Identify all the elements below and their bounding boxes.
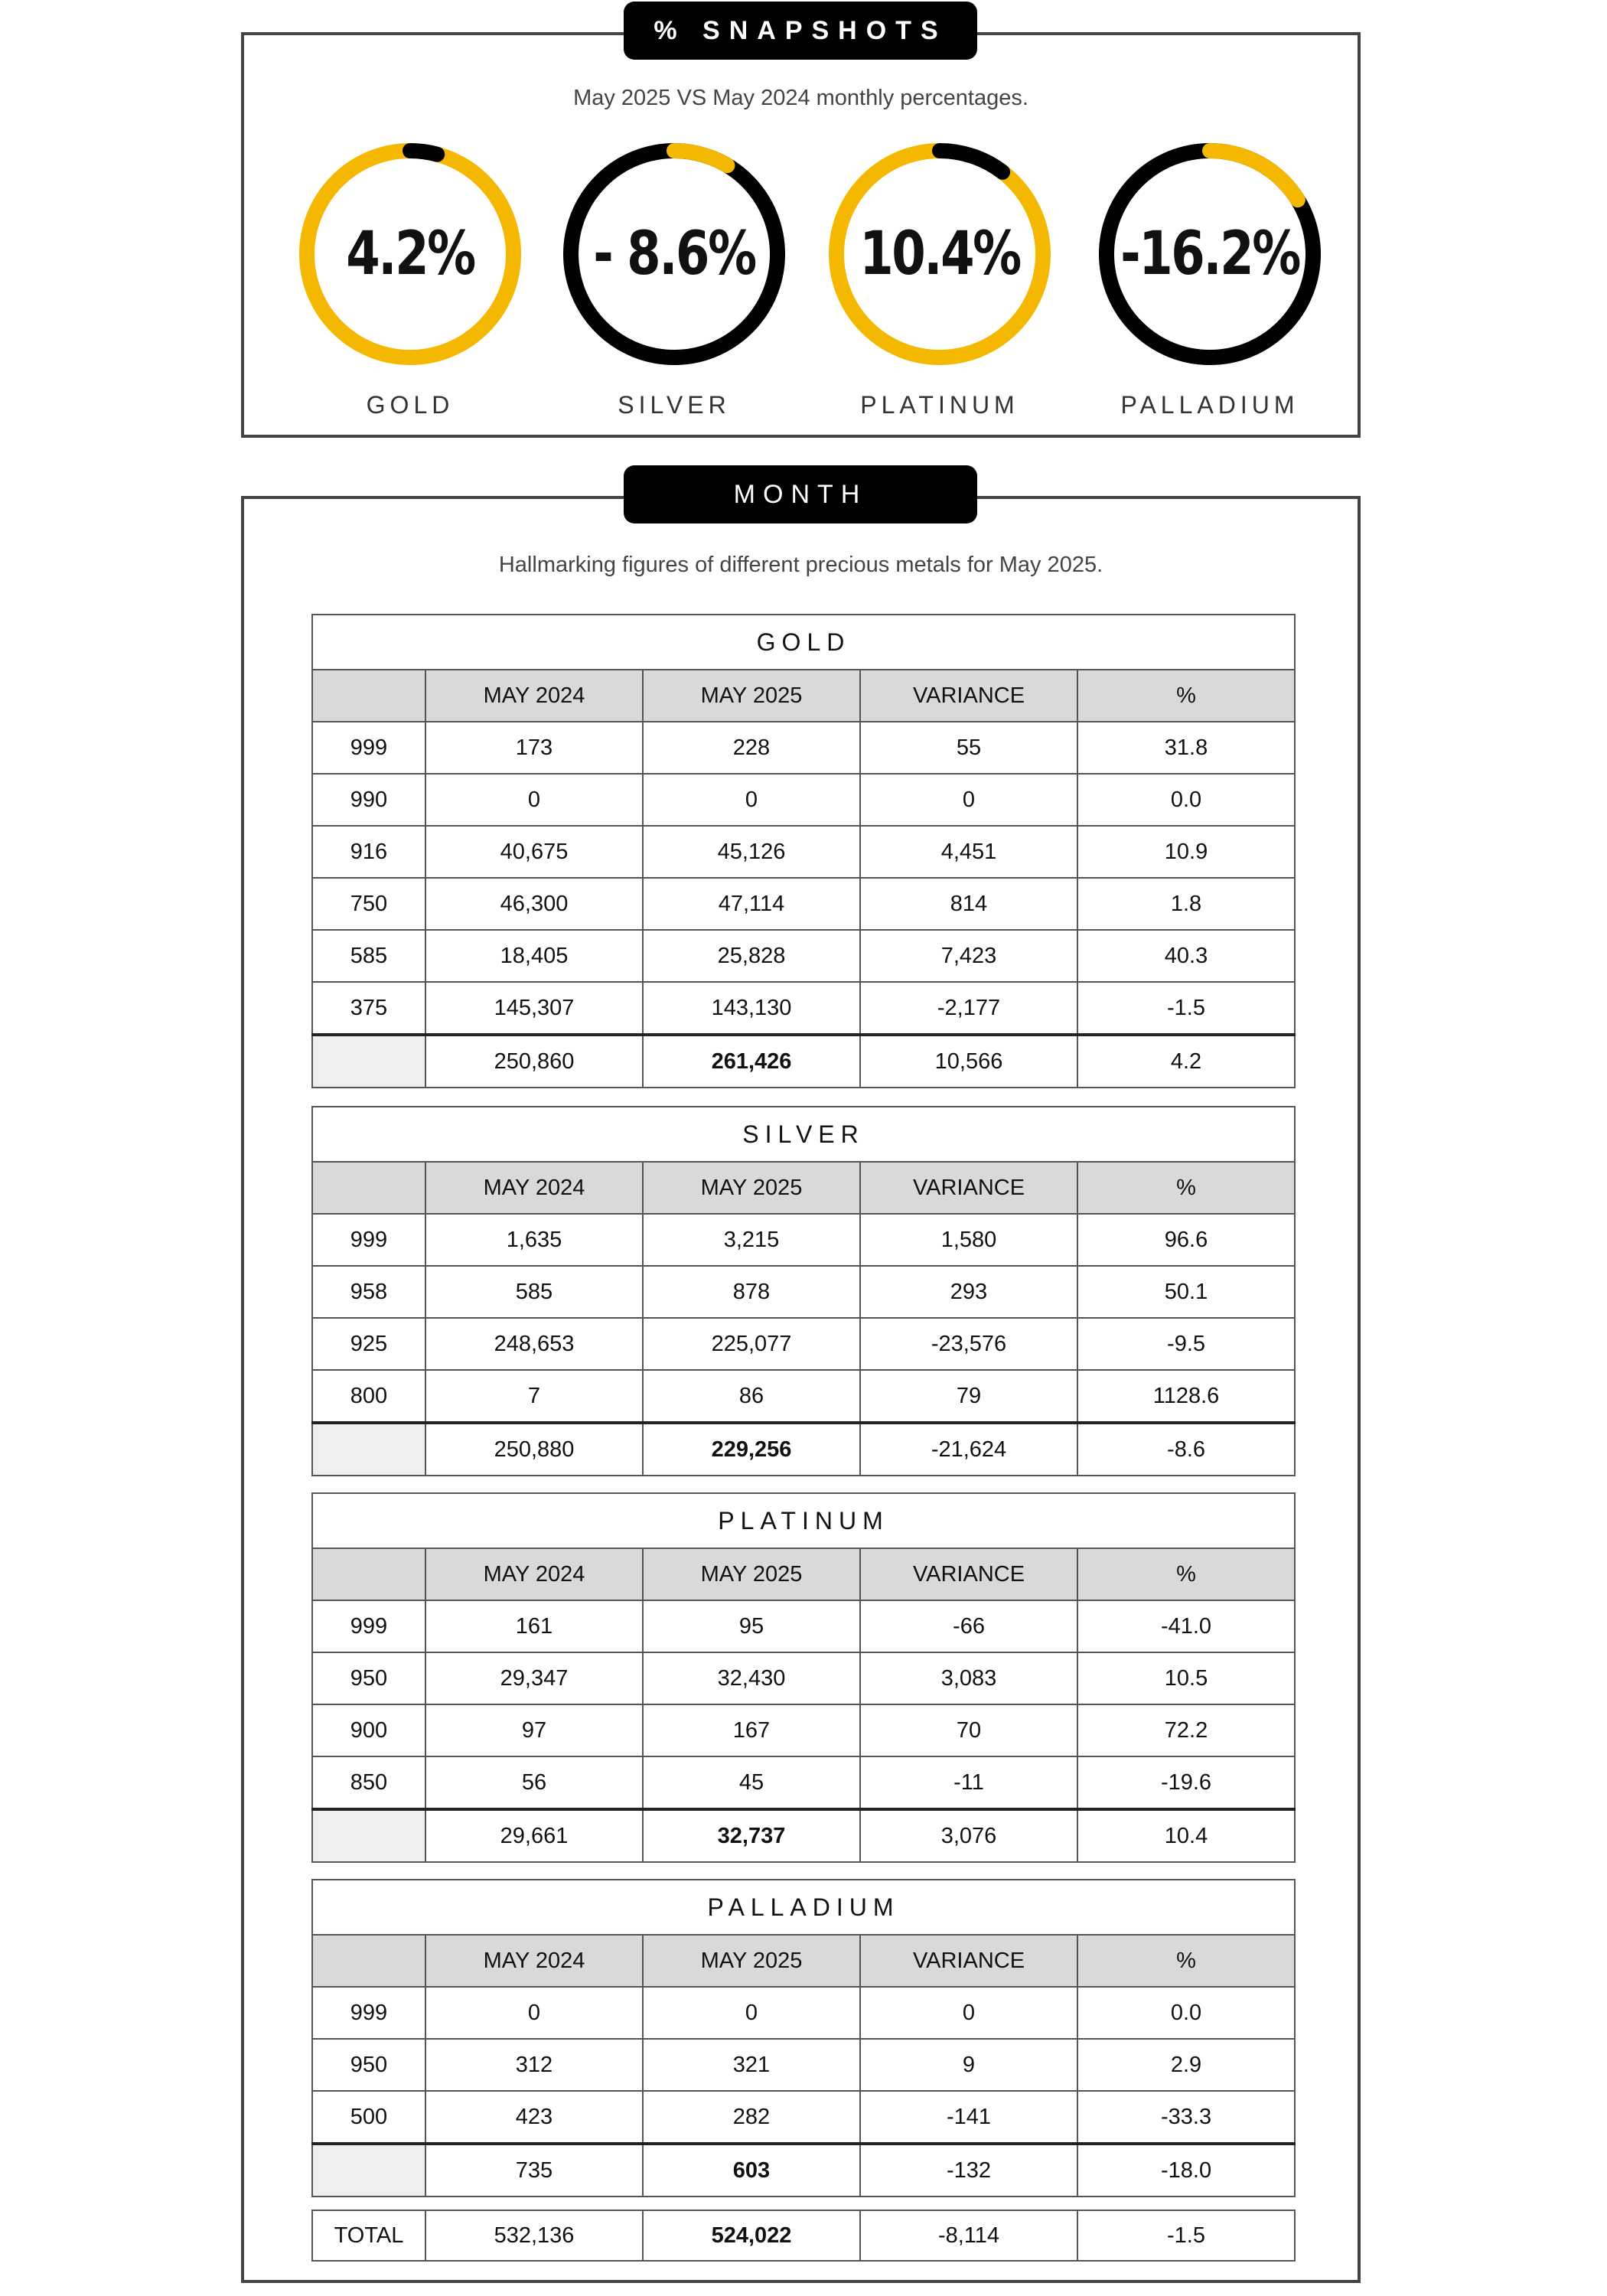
grade-cell: 900 [312, 1704, 425, 1756]
percent-total: -8.6 [1077, 1423, 1295, 1476]
col-header-percent: % [1077, 1548, 1295, 1600]
percent-cell: -41.0 [1077, 1600, 1295, 1652]
may-2024-cell: 248,653 [425, 1318, 643, 1370]
percent-cell: -19.6 [1077, 1756, 1295, 1809]
variance-cell: -23,576 [860, 1318, 1077, 1370]
grade-cell: 925 [312, 1318, 425, 1370]
may-2025-cell: 321 [643, 2039, 860, 2091]
percent-cell: 10.5 [1077, 1652, 1295, 1704]
percent-total: 4.2 [1077, 1035, 1295, 1088]
grand-total-label: TOTAL [312, 2210, 425, 2261]
subtotal-row [312, 1423, 1295, 1476]
may-2025-cell: 878 [643, 1266, 860, 1318]
gold-table-title: GOLD [312, 615, 1295, 670]
header-blank [312, 1162, 425, 1214]
may-2024-cell: 29,347 [425, 1652, 643, 1704]
percent-cell: 1.8 [1077, 878, 1295, 930]
silver-table-title: SILVER [312, 1107, 1295, 1162]
table-row [312, 930, 1295, 982]
may-2025-cell: 45,126 [643, 826, 860, 878]
variance-cell: 9 [860, 2039, 1077, 2091]
percent-cell: -1.5 [1077, 982, 1295, 1035]
variance-cell: 0 [860, 774, 1077, 826]
col-header-variance: VARIANCE [860, 1548, 1077, 1600]
may-2024-cell: 1,635 [425, 1214, 643, 1266]
percent-cell: 50.1 [1077, 1266, 1295, 1318]
table-row [312, 1987, 1295, 2039]
palladium-ring-label: PALLADIUM [1120, 391, 1299, 419]
may-2024-cell: 97 [425, 1704, 643, 1756]
variance-total: -21,624 [860, 1423, 1077, 1476]
grand-total-may-2024: 532,136 [425, 2210, 643, 2261]
grade-cell: 958 [312, 1266, 425, 1318]
silver-ring-label: SILVER [618, 391, 731, 419]
col-header-may-2024: MAY 2024 [425, 670, 643, 722]
variance-cell: 1,580 [860, 1214, 1077, 1266]
grand-total-percent: -1.5 [1077, 2210, 1295, 2261]
percent-cell: 0.0 [1077, 1987, 1295, 2039]
platinum-table-title: PLATINUM [312, 1493, 1295, 1548]
grade-cell: 750 [312, 878, 425, 930]
percent-total: -18.0 [1077, 2144, 1295, 2197]
subtotal-row [312, 2144, 1295, 2197]
table-row [312, 1600, 1295, 1652]
percent-total: 10.4 [1077, 1809, 1295, 1862]
gold-percent-value: 4.2% [346, 220, 474, 289]
platinum-percent-value: 10.4% [859, 220, 1020, 289]
may-2025-cell: 167 [643, 1704, 860, 1756]
may-2024-cell: 18,405 [425, 930, 643, 982]
may-2024-cell: 0 [425, 1987, 643, 2039]
may-2025-cell: 86 [643, 1370, 860, 1423]
may-2025-cell: 25,828 [643, 930, 860, 982]
table-row [312, 1704, 1295, 1756]
grade-cell: 850 [312, 1756, 425, 1809]
table-row [312, 722, 1295, 774]
snapshots-subtitle: May 2025 VS May 2024 monthly percentages. [573, 86, 1028, 110]
may-2024-cell: 161 [425, 1600, 643, 1652]
table-row [312, 826, 1295, 878]
variance-cell: 7,423 [860, 930, 1077, 982]
may-2025-cell: 3,215 [643, 1214, 860, 1266]
col-header-variance: VARIANCE [860, 670, 1077, 722]
may-2024-cell: 585 [425, 1266, 643, 1318]
header-blank [312, 1935, 425, 1987]
table-row [312, 1266, 1295, 1318]
subtotal-blank [312, 2144, 425, 2197]
may-2025-total: 603 [643, 2144, 860, 2197]
percent-cell: 31.8 [1077, 722, 1295, 774]
variance-total: 3,076 [860, 1809, 1077, 1862]
may-2025-cell: 282 [643, 2091, 860, 2144]
table-row [312, 1652, 1295, 1704]
table-row [312, 1370, 1295, 1423]
snapshots-tab: % SNAPSHOTS [624, 2, 977, 60]
percent-cell: 40.3 [1077, 930, 1295, 982]
may-2024-total: 735 [425, 2144, 643, 2197]
may-2024-cell: 46,300 [425, 878, 643, 930]
table-row [312, 2091, 1295, 2144]
table-row [312, 982, 1295, 1035]
col-header-percent: % [1077, 1162, 1295, 1214]
table-row [312, 1756, 1295, 1809]
table-row [312, 1214, 1295, 1266]
table-row [312, 878, 1295, 930]
month-tab: MONTH [624, 465, 977, 523]
grade-cell: 950 [312, 2039, 425, 2091]
grade-cell: 950 [312, 1652, 425, 1704]
may-2025-cell: 0 [643, 774, 860, 826]
platinum-table [311, 1492, 1296, 1863]
percent-cell: 0.0 [1077, 774, 1295, 826]
percent-cell: -9.5 [1077, 1318, 1295, 1370]
may-2025-cell: 32,430 [643, 1652, 860, 1704]
may-2025-cell: 47,114 [643, 878, 860, 930]
may-2024-cell: 40,675 [425, 826, 643, 878]
col-header-may-2024: MAY 2024 [425, 1935, 643, 1987]
col-header-may-2025: MAY 2025 [643, 670, 860, 722]
col-header-may-2024: MAY 2024 [425, 1162, 643, 1214]
may-2025-cell: 225,077 [643, 1318, 860, 1370]
platinum-percent-ring [825, 139, 1054, 369]
variance-cell: 3,083 [860, 1652, 1077, 1704]
header-blank [312, 670, 425, 722]
grade-cell: 585 [312, 930, 425, 982]
may-2025-cell: 228 [643, 722, 860, 774]
variance-cell: 0 [860, 1987, 1077, 2039]
grade-cell: 375 [312, 982, 425, 1035]
col-header-may-2024: MAY 2024 [425, 1548, 643, 1600]
platinum-ring-label: PLATINUM [860, 391, 1019, 419]
grand-total-variance: -8,114 [860, 2210, 1077, 2261]
col-header-may-2025: MAY 2025 [643, 1548, 860, 1600]
may-2025-cell: 143,130 [643, 982, 860, 1035]
variance-cell: 55 [860, 722, 1077, 774]
header-blank [312, 1548, 425, 1600]
subtotal-blank [312, 1035, 425, 1088]
variance-cell: 293 [860, 1266, 1077, 1318]
percent-cell: 1128.6 [1077, 1370, 1295, 1423]
col-header-may-2025: MAY 2025 [643, 1162, 860, 1214]
subtotal-blank [312, 1809, 425, 1862]
may-2024-cell: 7 [425, 1370, 643, 1423]
variance-cell: 79 [860, 1370, 1077, 1423]
month-panel [241, 496, 1361, 2283]
col-header-percent: % [1077, 670, 1295, 722]
variance-cell: 814 [860, 878, 1077, 930]
table-row [312, 2039, 1295, 2091]
variance-cell: -11 [860, 1756, 1077, 1809]
subtotal-row [312, 1809, 1295, 1862]
percent-cell: 96.6 [1077, 1214, 1295, 1266]
may-2024-total: 250,880 [425, 1423, 643, 1476]
col-header-percent: % [1077, 1935, 1295, 1987]
may-2024-total: 29,661 [425, 1809, 643, 1862]
col-header-may-2025: MAY 2025 [643, 1935, 860, 1987]
variance-cell: -141 [860, 2091, 1077, 2144]
subtotal-blank [312, 1423, 425, 1476]
grand-total-may-2025: 524,022 [643, 2210, 860, 2261]
grade-cell: 916 [312, 826, 425, 878]
variance-total: 10,566 [860, 1035, 1077, 1088]
may-2024-cell: 173 [425, 722, 643, 774]
table-row [312, 1318, 1295, 1370]
silver-percent-value: - 8.6% [593, 220, 755, 289]
palladium-percent-value: -16.2% [1120, 220, 1299, 289]
grade-cell: 500 [312, 2091, 425, 2144]
percent-cell: 72.2 [1077, 1704, 1295, 1756]
variance-cell: 4,451 [860, 826, 1077, 878]
gold-percent-ring [295, 139, 525, 369]
may-2024-cell: 423 [425, 2091, 643, 2144]
may-2025-cell: 95 [643, 1600, 860, 1652]
grand-total-row [312, 2210, 1295, 2261]
grade-cell: 999 [312, 722, 425, 774]
palladium-percent-ring [1095, 139, 1325, 369]
variance-cell: -2,177 [860, 982, 1077, 1035]
may-2024-cell: 145,307 [425, 982, 643, 1035]
gold-ring-label: GOLD [366, 391, 455, 419]
col-header-variance: VARIANCE [860, 1162, 1077, 1214]
grade-cell: 999 [312, 1987, 425, 2039]
may-2025-total: 32,737 [643, 1809, 860, 1862]
gold-table [311, 614, 1296, 1088]
silver-percent-ring [559, 139, 789, 369]
month-subtitle: Hallmarking figures of different precious metals for May 2025. [498, 553, 1103, 577]
may-2024-cell: 312 [425, 2039, 643, 2091]
silver-table [311, 1106, 1296, 1476]
snapshots-panel [241, 32, 1361, 438]
may-2024-cell: 0 [425, 774, 643, 826]
grade-cell: 800 [312, 1370, 425, 1423]
percent-cell: -33.3 [1077, 2091, 1295, 2144]
palladium-table [311, 1879, 1296, 2197]
grand-total-table [311, 2210, 1296, 2262]
grade-cell: 999 [312, 1214, 425, 1266]
may-2025-total: 261,426 [643, 1035, 860, 1088]
percent-cell: 2.9 [1077, 2039, 1295, 2091]
may-2024-cell: 56 [425, 1756, 643, 1809]
col-header-variance: VARIANCE [860, 1935, 1077, 1987]
percent-cell: 10.9 [1077, 826, 1295, 878]
grade-cell: 990 [312, 774, 425, 826]
variance-total: -132 [860, 2144, 1077, 2197]
may-2025-total: 229,256 [643, 1423, 860, 1476]
subtotal-row [312, 1035, 1295, 1088]
table-row [312, 774, 1295, 826]
variance-cell: 70 [860, 1704, 1077, 1756]
may-2024-total: 250,860 [425, 1035, 643, 1088]
variance-cell: -66 [860, 1600, 1077, 1652]
palladium-table-title: PALLADIUM [312, 1880, 1295, 1935]
may-2025-cell: 0 [643, 1987, 860, 2039]
grade-cell: 999 [312, 1600, 425, 1652]
may-2025-cell: 45 [643, 1756, 860, 1809]
